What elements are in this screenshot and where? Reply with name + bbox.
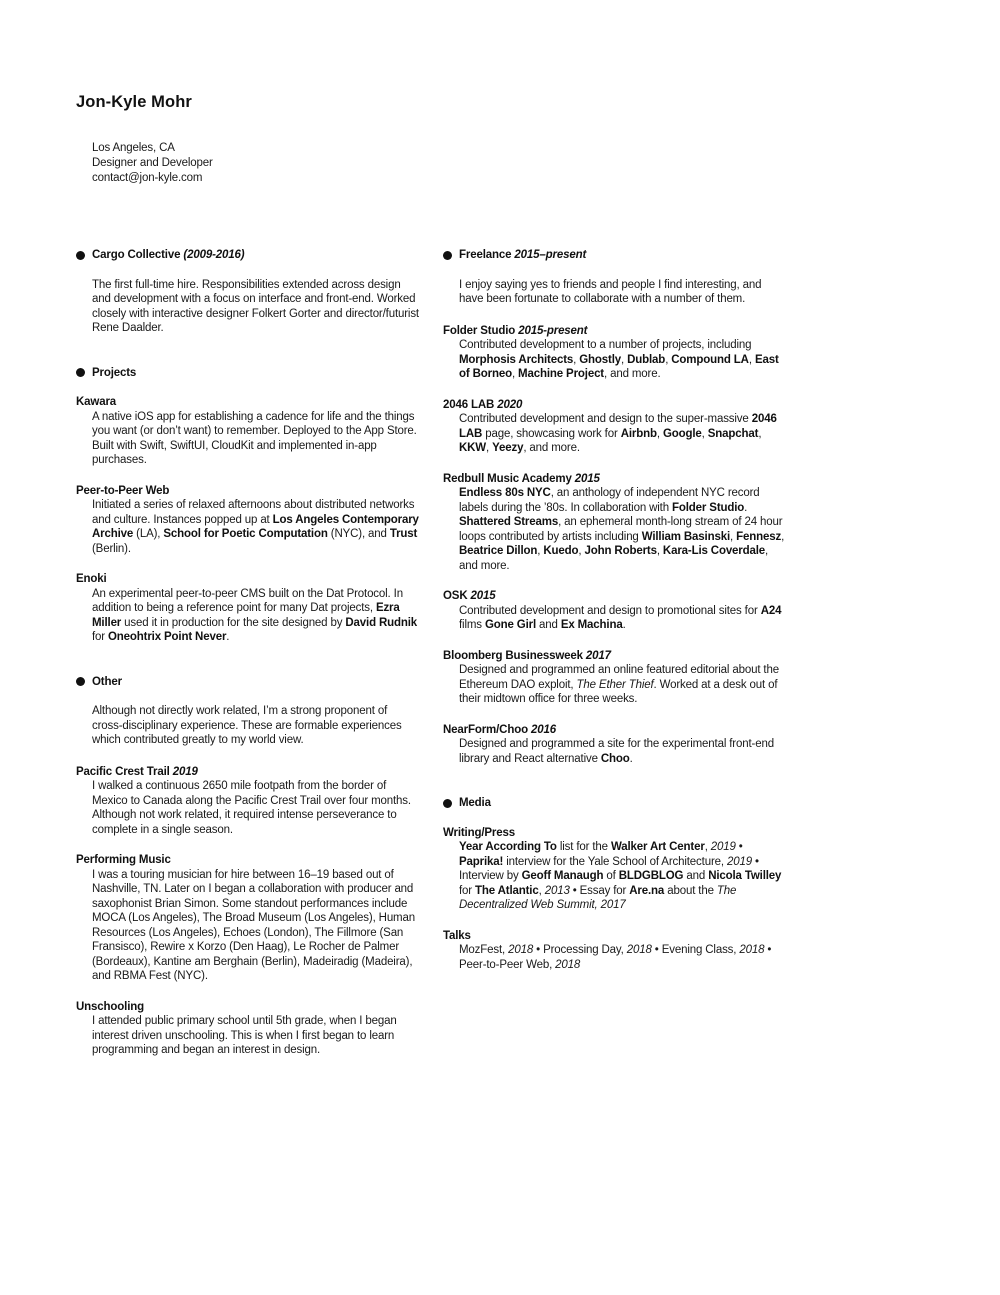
text-run: • Processing Day, [533,944,627,956]
text-run: , [748,353,755,366]
section-date: 2015–present [514,249,587,261]
entry-body [443,604,785,633]
entry-kawara [76,395,420,468]
text-run: , and more. [523,442,580,454]
entry-title [443,929,785,944]
entry-title-text: Enoki [76,573,107,585]
text-run: A24 [760,604,782,617]
bullet-icon [76,251,85,260]
text-run: , and more. [459,545,769,572]
text-run: Ezra Miller [92,602,400,629]
entry-title [76,1000,420,1015]
entry-body [443,338,785,382]
text-run: School for Poetic Computation [163,528,328,540]
text-run: , an ephemeral month-long stream of 24 hour loops contributed by artists including [459,516,783,543]
text-run: 2018 [739,944,765,956]
entry-body [76,1014,420,1058]
entry-body [443,737,785,766]
entry-title [443,324,785,339]
text-run: page, showcasing work for [482,427,621,440]
text-run: , [656,545,663,557]
text-run: Morphosis Architects [459,353,574,366]
text-run: , [730,530,737,543]
entry-body [76,587,420,645]
entry-nearform-choo [443,723,785,767]
section-title: Other [92,675,122,688]
text-run: , [537,545,544,557]
text-run: Endless 80s NYC [459,487,551,499]
text-run: Designed and programmed a site for the experimental front-end library and React alternative [459,738,774,765]
entry-title-text: Talks [443,929,471,942]
section-heading-cargo-collective [76,248,420,263]
page-title: Jon-Kyle Mohr [76,93,192,111]
entry-title-text: Kawara [76,396,117,408]
text-run: Ex Machina [560,619,623,631]
text-run: William Basinski [641,530,730,543]
text-run: of [603,870,619,882]
text-run: Initiated a series of relaxed afternoons about distributed networks and culture. Instances popped up at [92,499,415,526]
section-heading-other [76,675,420,690]
text-run: A native iOS app for establishing a cadence for life and the things you want (or don’t want) to remember. Deployed to the App Store. Built with Swift, SwiftUI, CloudKit and implemented in-app purchases. [92,410,417,466]
entry-title-text: Writing/Press [443,826,515,839]
entry-body [76,498,420,556]
text-run: interview for the Yale School of Architecture, [503,855,727,868]
entry-title [443,723,785,738]
text-run: Snapchat [707,427,759,440]
text-run: 2018 [555,958,581,971]
text-run: , an anthology of independent NYC record labels during the ’80s. In collaboration with [459,487,760,514]
bullet-icon [76,368,85,377]
text-run: Airbnb [620,427,657,440]
entry-title [76,484,420,499]
section-title: Projects [92,366,137,379]
text-run: Contributed development and design to promotional sites for [459,604,761,617]
entry-osk [443,589,785,633]
bullet-icon [443,251,452,260]
text-run: . [744,501,748,514]
text-run: . [622,619,626,631]
entry-title [443,589,785,604]
text-run: • Essay for [569,884,630,897]
entry-peer-to-peer-web [76,484,420,557]
entry-date: 2019 [172,765,198,778]
text-run: used it in production for the site designed by [121,616,346,629]
text-run: An experimental peer-to-peer CMS built on the Dat Protocol. In addition to being a reference point for many Dat projects, [92,587,403,614]
entry-title-text: 2046 LAB [443,398,495,411]
entry-title-text: Peer-to-Peer Web [76,484,170,497]
text-run: Dublab [627,353,666,366]
text-run: , [758,427,762,440]
section-title: Media [459,797,491,809]
entry-folder-studio [443,324,785,382]
text-run: , [781,530,785,543]
entry-title [443,649,785,664]
text-run: , [573,353,580,366]
text-run: The Decentralized Web Summit, 2017 [459,884,737,911]
text-run: , [511,368,519,380]
text-run: • Peer-to-Peer Web, [459,944,772,971]
text-run: Choo [600,752,630,765]
text-run: I walked a continuous 2650 mile footpath from the border of Mexico to Canada along the Pacific Crest Trail over four months. Although not work related, it required intense perseverance to complete in a single season. [92,780,411,836]
text-run: Kuedo [543,545,579,557]
entry-title-text: Bloomberg Businessweek [443,649,583,662]
text-run: 2046 LAB [459,413,777,440]
entry-body [76,779,420,837]
text-run: Machine Project [518,368,604,380]
text-run: The Ether Thief [576,678,654,691]
text-run: • Evening Class, [651,944,740,956]
text-run: Contributed development to a number of projects, including [459,339,752,351]
entry-body [443,943,785,972]
left-column [76,248,420,1074]
text-run: Folder Studio [672,501,745,514]
text-run: The Atlantic [475,884,539,897]
text-run: and [683,870,709,882]
text-run: Yeezy [492,442,524,454]
text-run: 2018 [626,944,652,956]
text-run: , [665,353,672,366]
text-run: Are.na [629,884,665,897]
text-run: Compound LA [671,353,749,366]
text-run: I was a touring musician for hire between 16–19 based out of Nashville, TN. Later on I began a collaboration with producer and saxophonist Brian Simon. Some standout performances include MOCA (Los Angeles), The Broad Museum (Los Angeles), Human Resources (Los Angeles), Echoes (London), The Fillmore (San Fransisco), Rewire x Korzo (Den Haag), Le Rocher de Palmer (Bordeaux), Kantine am Berghain (Berlin), Madeiradig (Madeira), and RBMA Fest (NYC). [92,868,415,982]
text-run: (Berlin). [92,542,131,555]
section-lead [443,278,785,307]
text-run: The first full-time hire. Responsibilities extended across design and development with a focus on interface and front-end. Worked closely with interactive designer Folkert Gorter and director/futurist Rene Daalder. [92,278,419,334]
entry-enoki [76,572,420,645]
text-run: for [459,884,476,897]
text-run: 2018 [508,944,534,956]
entry-body [443,412,785,456]
text-run: , [486,442,493,454]
text-run: 2013 [544,884,570,897]
text-run: Kara-Lis Coverdale [662,545,766,557]
entry-title [443,826,785,841]
text-run: Walker Art Center [610,841,705,853]
text-run: Google [662,427,702,440]
text-run: I enjoy saying yes to friends and people I find interesting, and have been fortunate to collaborate with a number of them. [459,278,762,305]
entry-title [76,765,420,780]
bullet-icon [443,799,452,808]
entry-writing-press [443,826,785,913]
contact-email: contact@jon-kyle.com [92,172,203,184]
text-run: (NYC), and [327,528,390,540]
text-run: , [578,545,585,557]
entry-date: 2015 [470,590,496,602]
entry-title-text: NearForm/Choo [443,723,528,736]
section-lead [76,704,420,748]
entry-date: 2020 [497,398,523,411]
text-run: Los Angeles Contemporary Archive [92,513,419,540]
text-run: , [621,353,628,366]
entry-title-text: OSK [443,590,468,602]
section-heading-projects [76,366,420,381]
text-run: John Roberts [584,545,657,557]
text-run: Paprika! [459,855,504,868]
entry-body [443,486,785,573]
text-run: and [535,619,561,631]
text-run: Trust [389,528,418,540]
text-run: for [92,631,109,643]
text-run: Shattered Streams [459,516,559,528]
entry-redbull-music-academy [443,472,785,574]
text-run: East of Borneo [459,353,779,380]
bullet-icon [76,677,85,686]
entry-title-text: Unschooling [76,1000,144,1013]
resume-columns [76,248,1000,1074]
text-run: MozFest, [459,944,509,956]
text-run: • Interview by [459,855,759,882]
text-run: Fennesz [736,530,782,543]
text-run: , [538,884,545,897]
text-run: films [459,619,485,631]
text-run: Ghostly [579,353,622,366]
text-run: I attended public primary school until 5th grade, when I began interest driven unschooling. This is when I first began to learn programming and began an interest in design. [92,1015,397,1056]
text-run: Contributed development and design to the super-massive [459,413,752,425]
section-title: Freelance [459,249,512,261]
entry-body [76,410,420,468]
text-run: . [226,631,230,643]
entry-date: 2015-present [518,324,588,337]
text-run: , [701,427,708,440]
text-run: Gone Girl [484,619,536,631]
text-run: • [735,841,743,853]
entry-title [76,853,420,868]
entry-title [443,398,785,413]
text-run: BLDGBLOG [618,870,684,882]
entry-title-text: Redbull Music Academy [443,472,572,485]
entry-pacific-crest-trail [76,765,420,838]
text-run: (LA), [133,528,164,540]
text-run: David Rudnik [345,616,418,629]
entry-unschooling [76,1000,420,1058]
text-run: Although not directly work related, I’m a strong proponent of cross-disciplinary experience. These are formable experiences which contributed greatly to my world view. [92,705,402,746]
contact-block [92,141,1000,186]
entry-date: 2015 [574,472,600,485]
text-run: , [704,841,711,853]
entry-title-text: Pacific Crest Trail [76,765,170,778]
section-date: (2009-2016) [183,249,245,261]
section-lead [76,278,420,336]
entry-title [443,472,785,487]
text-run: 2019 [710,841,736,853]
text-run: 2019 [726,855,752,868]
entry-performing-music [76,853,420,984]
right-column [443,248,785,1074]
section-heading-media [443,796,785,811]
entry-title-text: Folder Studio [443,324,516,337]
text-run: about the [664,884,717,897]
text-run: Geoff Manaugh [521,870,604,882]
entry-body [443,663,785,707]
section-title: Cargo Collective [92,249,181,261]
entry-talks [443,929,785,973]
text-run: . [629,752,633,765]
text-run: Year According To [459,841,557,853]
text-run: Nicola Twilley [708,870,782,882]
text-run: Beatrice Dillon [459,545,538,557]
text-run: Designed and programmed an online featured editorial about the Ethereum DAO exploit, [459,664,779,691]
text-run: Oneohtrix Point Never [108,631,227,643]
text-run: . Worked at a desk out of their midtown office for three weeks. [459,678,778,705]
entry-date: 2017 [585,649,611,662]
entry-title-text: Performing Music [76,854,171,866]
text-run: , and more. [604,368,661,380]
entry-title [76,395,420,410]
section-heading-freelance [443,248,785,263]
entry-title [76,572,420,587]
entry-bloomberg-businessweek [443,649,785,707]
contact-location: Los Angeles, CA [92,142,175,154]
contact-role: Designer and Developer [92,157,213,169]
entry-date: 2016 [531,723,556,736]
entry-body [76,868,420,984]
entry-2046-lab [443,398,785,456]
entry-body [443,840,785,913]
text-run: list for the [556,841,611,853]
text-run: , [656,427,663,440]
text-run: KKW [459,442,487,454]
